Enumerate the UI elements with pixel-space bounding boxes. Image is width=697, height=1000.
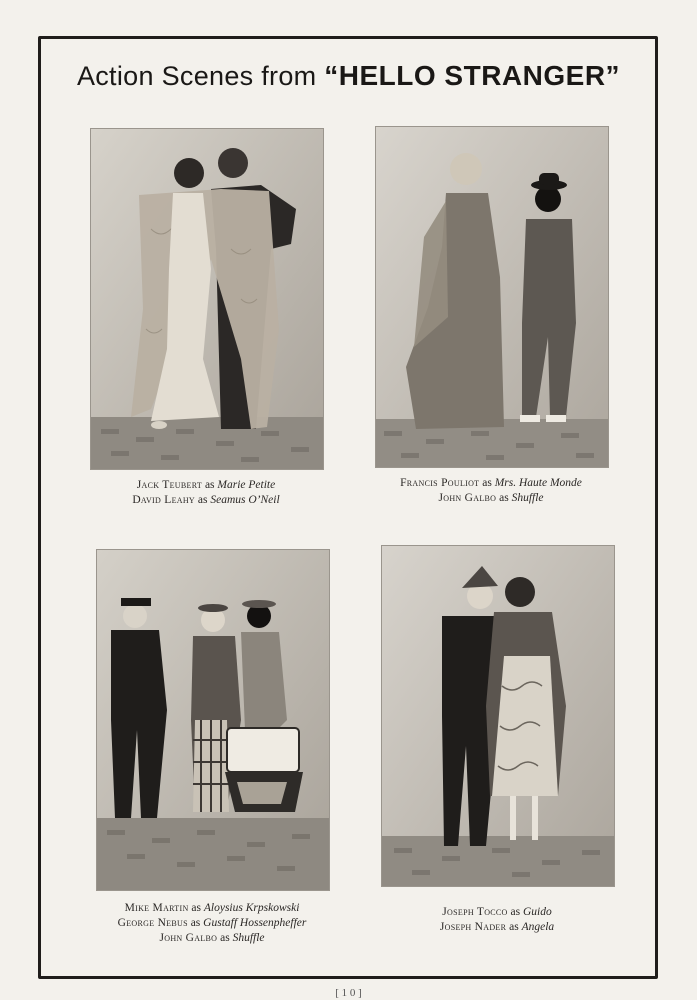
caption-line (381, 920, 613, 935)
role-name: Aloysius Krpskowski (203, 902, 300, 914)
role-name: Gustaff Hossenpheffer (203, 917, 307, 929)
actor-name: Joseph Nader (439, 921, 507, 933)
role-name: Marie Petite (217, 479, 276, 491)
caption-line (70, 901, 354, 916)
actor-name: Francis Pouliot (400, 477, 480, 489)
photo-illustration (376, 127, 608, 467)
title-prefix: Action Scenes from (76, 61, 317, 91)
caption-photo-4 (381, 905, 613, 935)
actor-name: Mike Martin (124, 902, 189, 914)
as-word: as (509, 921, 519, 933)
actor-name: George Nebus (117, 917, 188, 929)
photo-guido-angela (381, 545, 615, 887)
as-word: as (191, 902, 201, 914)
title-show-name: “HELLO STRANGER” (324, 60, 621, 91)
photo-krpskowski-hossenpheffer-shuffle (96, 549, 330, 891)
as-word: as (204, 479, 215, 491)
as-word: as (482, 477, 492, 489)
actor-name: Joseph Tocco (442, 906, 508, 918)
role-name: Mrs. Haute Monde (494, 477, 582, 489)
role-name: Shuffle (232, 932, 265, 944)
caption-line (90, 493, 322, 508)
caption-photo-1 (90, 478, 322, 508)
photo-marie-petite-seamus (90, 128, 324, 470)
as-word: as (190, 917, 201, 929)
role-name: Shuffle (511, 492, 544, 504)
as-word: as (499, 492, 509, 504)
photo-illustration (382, 546, 614, 886)
actor-name: John Galbo (159, 932, 218, 944)
page-number: [ 1 0 ] (335, 987, 362, 999)
as-word: as (510, 906, 521, 918)
caption-line (70, 916, 354, 931)
role-name: Angela (521, 921, 555, 933)
photo-haute-monde-shuffle (375, 126, 609, 468)
actor-name: John Galbo (438, 492, 497, 504)
as-word: as (197, 494, 208, 506)
caption-line (381, 905, 613, 920)
role-name: Guido (522, 906, 552, 918)
caption-line (70, 931, 354, 946)
actor-name: Jack Teubert (136, 479, 203, 491)
photo-illustration (97, 550, 329, 890)
caption-line (375, 476, 607, 491)
caption-line (90, 478, 322, 493)
caption-photo-2 (375, 476, 607, 506)
caption-line (375, 491, 607, 506)
role-name: Seamus O’Neil (210, 494, 280, 506)
caption-photo-3 (70, 901, 354, 946)
page-title (0, 60, 697, 92)
actor-name: David Leahy (132, 494, 196, 506)
photo-illustration (91, 129, 323, 469)
as-word: as (220, 932, 230, 944)
